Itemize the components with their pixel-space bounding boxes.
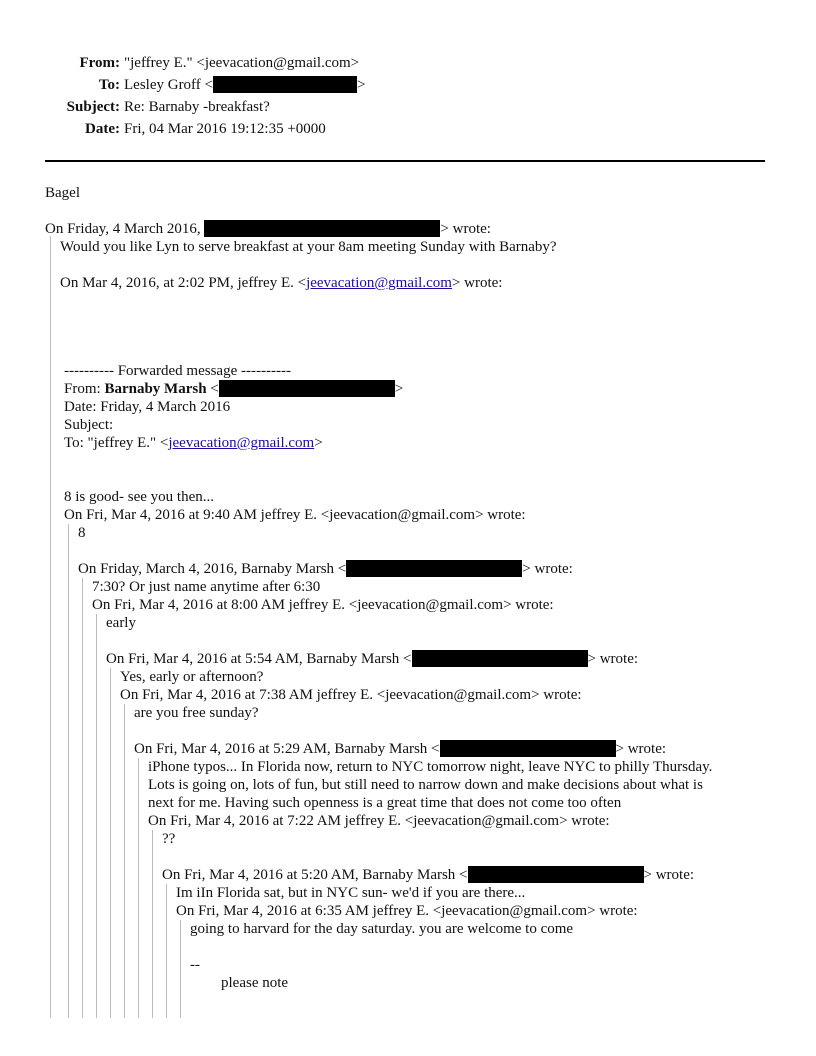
date-label: Date:: [85, 121, 120, 137]
redaction-bar: [219, 380, 395, 397]
redaction-bar: [213, 76, 357, 93]
quote-attribution: On Friday, 4 March 2016, > wrote:: [45, 221, 491, 237]
quote-attribution: On Fri, Mar 4, 2016 at 6:35 AM jeffrey E. <jeevacation@gmail.com> wrote:: [176, 903, 638, 919]
to-value: Lesley Groff < >: [124, 77, 366, 93]
quote-attribution: On Friday, March 4, 2016, Barnaby Marsh < > wrote:: [78, 561, 573, 577]
quote-attribution: On Fri, Mar 4, 2016 at 5:54 AM, Barnaby Marsh < > wrote:: [106, 651, 639, 667]
email-header: [0, 54, 816, 144]
quote-attribution: On Fri, Mar 4, 2016 at 5:20 AM, Barnaby Marsh < > wrote:: [162, 867, 695, 883]
date-value: Fri, 04 Mar 2016 19:12:35 +0000: [124, 121, 326, 137]
message-text: 7:30? Or just name anytime after 6:30: [92, 579, 321, 595]
message-text: Lots is going on, lots of fun, but still need to narrow down and make decisions about what is: [148, 777, 703, 793]
subject-value: Re: Barnaby -breakfast?: [124, 99, 270, 115]
quote-attribution: On Fri, Mar 4, 2016 at 8:00 AM jeffrey E. <jeevacation@gmail.com> wrote:: [92, 597, 554, 613]
header-divider: [45, 160, 765, 162]
message-text: Im iIn Florida sat, but in NYC sun- we'd if you are there...: [176, 885, 526, 901]
message-text: early: [106, 615, 136, 631]
quote-attribution: On Fri, Mar 4, 2016 at 7:38 AM jeffrey E. <jeevacation@gmail.com> wrote:: [120, 687, 582, 703]
redaction-bar: [440, 740, 616, 757]
quote-bar: [110, 668, 111, 1018]
quote-bar: [138, 758, 139, 1018]
from-value: "jeffrey E." <jeevacation@gmail.com>: [124, 55, 360, 71]
forward-to: To: "jeffrey E." <jeevacation@gmail.com>: [64, 435, 323, 451]
to-label: To:: [98, 77, 120, 93]
quote-bar: [152, 830, 153, 1018]
signature-separator: --: [190, 957, 200, 973]
quote-attribution: On Fri, Mar 4, 2016 at 9:40 AM jeffrey E. <jeevacation@gmail.com> wrote:: [64, 507, 526, 523]
email-link[interactable]: jeevacation@gmail.com: [168, 435, 315, 451]
forward-date: Date: Friday, 4 March 2016: [64, 399, 231, 415]
from-label: From:: [79, 55, 120, 71]
forward-separator: ---------- Forwarded message ----------: [64, 363, 291, 379]
quote-bar: [96, 614, 97, 1018]
redaction-bar: [346, 560, 522, 577]
message-text: ??: [162, 831, 176, 847]
message-text: iPhone typos... In Florida now, return to NYC tomorrow night, leave NYC to philly Thursday.: [148, 759, 713, 775]
subject-label: Subject:: [66, 99, 120, 115]
redaction-bar: [468, 866, 644, 883]
message-text: Yes, early or afternoon?: [120, 669, 264, 685]
message-text: next for me. Having such openness is a great time that does not come too often: [148, 795, 622, 811]
message-text: 8: [78, 525, 86, 541]
forward-subject: Subject:: [64, 417, 114, 433]
quote-bar: [124, 704, 125, 1018]
signature-text: please note: [221, 975, 289, 991]
quoted-text: Would you like Lyn to serve breakfast at your 8am meeting Sunday with Barnaby?: [60, 239, 557, 255]
redaction-bar: [412, 650, 588, 667]
email-link[interactable]: jeevacation@gmail.com: [306, 275, 452, 291]
message-text: going to harvard for the day saturday. you are welcome to come: [190, 921, 574, 937]
redaction-bar: [204, 220, 440, 237]
message-text: are you free sunday?: [134, 705, 259, 721]
quote-attribution: On Fri, Mar 4, 2016 at 7:22 AM jeffrey E. <jeevacation@gmail.com> wrote:: [148, 813, 610, 829]
quote-bar: [82, 578, 83, 1018]
quote-attribution: On Fri, Mar 4, 2016 at 5:29 AM, Barnaby Marsh < > wrote:: [134, 741, 667, 757]
forward-from: From: Barnaby Marsh < >: [64, 381, 404, 397]
quote-bar: [166, 884, 167, 1018]
quote-bar: [50, 236, 51, 1018]
reply-text: Bagel: [45, 185, 80, 201]
quote-bar: [68, 524, 69, 1018]
quote-attribution: On Mar 4, 2016, at 2:02 PM, jeffrey E. <jeevacation@gmail.com> wrote:: [60, 275, 503, 291]
quote-bar: [180, 920, 181, 1018]
message-text: 8 is good- see you then...: [64, 489, 214, 505]
